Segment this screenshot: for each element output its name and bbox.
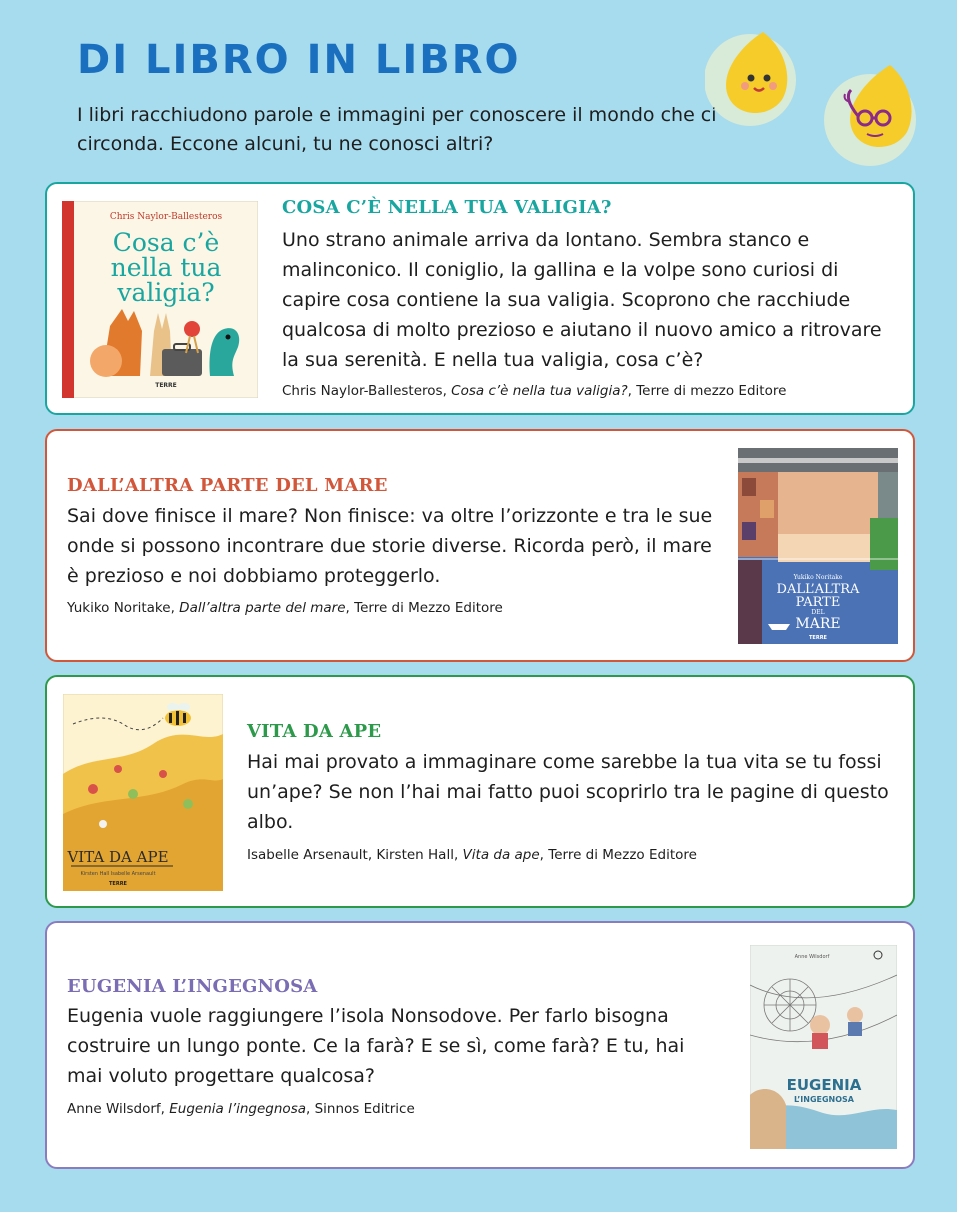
cover-title-line-3: DEL [811, 609, 825, 616]
cover-title-line-1: Cosa c’è [112, 228, 220, 257]
citation-publisher: , Terre di Mezzo Editore [345, 600, 503, 616]
book-description: Eugenia vuole raggiungere l’isola Nonsodove. Per farlo bisogna costruire un lungo ponte. Ce la farà? E se sì, come farà? E tu, hai mai voluto progettare qualcosa? [67, 1005, 685, 1087]
book-cover-image [750, 945, 897, 1149]
book-card-eugenia-l-ingegnosa [45, 921, 915, 1169]
citation-author: Isabelle Arsenault, Kirsten Hall, [247, 847, 463, 863]
book-title: EUGENIA L’INGEGNOSA [67, 976, 318, 997]
book-title: VITA DA APE [247, 721, 382, 742]
citation-book-title: Cosa c’è nella tua valigia? [451, 383, 628, 399]
cover-title-line-2: nella tua [110, 253, 222, 282]
book-citation [247, 846, 697, 864]
citation-publisher: , Sinnos Editrice [306, 1101, 415, 1117]
cover-title-line-1: EUGENIA [786, 1076, 862, 1094]
cover-title-line-2: L’INGEGNOSA [793, 1095, 855, 1104]
cover-authors: Kirsten Hall Isabelle Arsenault [80, 871, 156, 877]
book-citation [282, 382, 786, 400]
citation-author: Yukiko Noritake, [67, 600, 180, 616]
cover-title-line-3: valigia? [117, 278, 215, 307]
book-description: Sai dove finisce il mare? Non finisce: va oltre l’orizzonte e tra le sue onde si possono incontrare due storie diverse. Ricorda però, il mare è prezioso e noi dobbiamo proteggerlo. [67, 505, 713, 587]
cover-title-line-2: PARTE [795, 595, 841, 610]
book-description: Uno strano animale arriva da lontano. Sembra stanco e malinconico. Il coniglio, la gallina e la volpe sono curiosi di capire cosa contiene la sua valigia. Scoprono che racchiude qualcosa di molto prezioso e aiutano il nuovo amico a ritrovare la sua serenità. E nella tua valigia, cosa c’è? [282, 229, 882, 371]
cover-author: Chris Naylor-Ballesteros [109, 212, 223, 222]
cover-publisher: TERRE [109, 881, 127, 887]
cover-title-line-1: DALL’ALTRA [776, 582, 860, 597]
cover-author: Anne Wilsdorf [794, 954, 830, 960]
citation-author: Anne Wilsdorf, [67, 1101, 170, 1117]
cover-publisher: TERRE [809, 635, 827, 641]
book-card-vita-da-ape [45, 675, 915, 908]
mascot-illustration [705, 20, 945, 170]
intro-text: I libri racchiudono parole e immagini per conoscere il mondo che ci circonda. Eccone alcuni, tu ne conosci altri? [77, 104, 717, 155]
book-citation [67, 599, 503, 617]
book-cover-image [62, 201, 258, 398]
page-title: DI LIBRO IN LIBRO [77, 37, 521, 83]
citation-author: Chris Naylor-Ballesteros, [282, 383, 452, 399]
citation-book-title: Eugenia l’ingegnosa [169, 1101, 306, 1117]
cover-title-line-4: MARE [795, 616, 841, 632]
citation-publisher: , Terre di Mezzo Editore [539, 847, 697, 863]
book-cover-image [738, 448, 898, 644]
book-cover-image [63, 694, 223, 891]
book-description: Hai mai provato a immaginare come sarebbe la tua vita se tu fossi un’ape? Se non l’hai mai fatto puoi scoprirlo tra le pagine di questo albo. [247, 751, 889, 833]
book-title: COSA C’È NELLA TUA VALIGIA? [282, 197, 612, 218]
citation-book-title: Dall’altra parte del mare [179, 600, 346, 616]
book-card-cosa-c-e-nella-tua-valigia [45, 182, 915, 415]
citation-book-title: Vita da ape [462, 847, 540, 863]
cover-publisher: TERRE [155, 382, 177, 389]
citation-publisher: , Terre di mezzo Editore [627, 383, 787, 399]
book-title: DALL’ALTRA PARTE DEL MARE [67, 475, 388, 496]
book-card-dall-altra-parte-del-mare [45, 429, 915, 662]
book-citation [67, 1100, 415, 1118]
cover-author: Yukiko Noritake [793, 574, 843, 581]
cover-title: VITA DA APE [67, 848, 169, 866]
